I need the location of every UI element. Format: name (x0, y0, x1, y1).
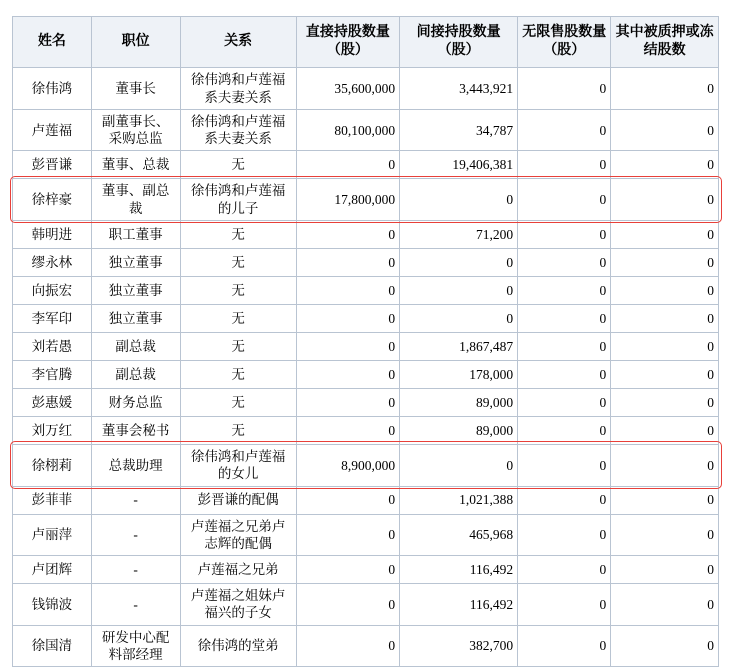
table-row (13, 388, 719, 416)
column-header-pledged-shares: 其中被质押或冻结股数 (611, 17, 719, 68)
cell-relation: 无 (180, 416, 296, 444)
cell-relation: 无 (180, 332, 296, 360)
table-row (13, 584, 719, 626)
cell-name: 刘若愚 (13, 332, 92, 360)
column-header-relation: 关系 (180, 17, 296, 68)
cell-name: 缪永林 (13, 248, 92, 276)
cell-indirect-shares: 71,200 (400, 220, 518, 248)
cell-indirect-shares: 89,000 (400, 388, 518, 416)
cell-indirect-shares: 116,492 (400, 584, 518, 626)
table-row (13, 276, 719, 304)
cell-relation: 徐伟鸿和卢莲福的女儿 (180, 444, 296, 486)
cell-direct-shares: 0 (296, 416, 400, 444)
cell-name: 彭菲菲 (13, 486, 92, 514)
cell-position: 董事会秘书 (91, 416, 180, 444)
cell-pledged-shares: 0 (611, 220, 719, 248)
cell-unrestricted-shares: 0 (518, 625, 611, 667)
cell-unrestricted-shares: 0 (518, 68, 611, 110)
cell-unrestricted-shares: 0 (518, 151, 611, 179)
table-header-row (13, 17, 719, 68)
cell-direct-shares: 0 (296, 248, 400, 276)
cell-name: 徐梓豪 (13, 179, 92, 221)
table-row (13, 625, 719, 667)
cell-name: 徐伟鸿 (13, 68, 92, 110)
cell-position: - (91, 514, 180, 556)
table-row (13, 444, 719, 486)
cell-position: - (91, 584, 180, 626)
cell-pledged-shares: 0 (611, 514, 719, 556)
cell-indirect-shares: 0 (400, 179, 518, 221)
cell-pledged-shares: 0 (611, 332, 719, 360)
cell-pledged-shares: 0 (611, 276, 719, 304)
cell-pledged-shares: 0 (611, 625, 719, 667)
cell-name: 彭惠媛 (13, 388, 92, 416)
table-row (13, 514, 719, 556)
cell-position: 独立董事 (91, 304, 180, 332)
cell-pledged-shares: 0 (611, 444, 719, 486)
column-header-direct-shares: 直接持股数量（股） (296, 17, 400, 68)
cell-relation: 卢莲福之兄弟 (180, 556, 296, 584)
cell-unrestricted-shares: 0 (518, 360, 611, 388)
table-row (13, 332, 719, 360)
cell-position: 总裁助理 (91, 444, 180, 486)
cell-direct-shares: 0 (296, 276, 400, 304)
cell-name: 李官腾 (13, 360, 92, 388)
cell-pledged-shares: 0 (611, 416, 719, 444)
cell-direct-shares: 0 (296, 486, 400, 514)
cell-direct-shares: 0 (296, 151, 400, 179)
cell-unrestricted-shares: 0 (518, 556, 611, 584)
cell-unrestricted-shares: 0 (518, 109, 611, 151)
cell-position: 财务总监 (91, 388, 180, 416)
cell-unrestricted-shares: 0 (518, 388, 611, 416)
cell-pledged-shares: 0 (611, 360, 719, 388)
cell-direct-shares: 0 (296, 360, 400, 388)
cell-relation: 徐伟鸿和卢莲福的儿子 (180, 179, 296, 221)
cell-position: 职工董事 (91, 220, 180, 248)
shareholder-table (12, 16, 719, 667)
cell-relation: 徐伟鸿的堂弟 (180, 625, 296, 667)
cell-indirect-shares: 465,968 (400, 514, 518, 556)
table-row (13, 486, 719, 514)
table-row (13, 248, 719, 276)
cell-indirect-shares: 1,867,487 (400, 332, 518, 360)
cell-pledged-shares: 0 (611, 109, 719, 151)
cell-name: 李军印 (13, 304, 92, 332)
cell-pledged-shares: 0 (611, 486, 719, 514)
cell-name: 韩明进 (13, 220, 92, 248)
cell-relation: 徐伟鸿和卢莲福系夫妻关系 (180, 109, 296, 151)
table-row (13, 556, 719, 584)
cell-direct-shares: 0 (296, 332, 400, 360)
cell-indirect-shares: 0 (400, 444, 518, 486)
cell-direct-shares: 17,800,000 (296, 179, 400, 221)
cell-relation: 无 (180, 248, 296, 276)
cell-direct-shares: 35,600,000 (296, 68, 400, 110)
table-row (13, 68, 719, 110)
cell-position: 董事、副总裁 (91, 179, 180, 221)
cell-relation: 徐伟鸿和卢莲福系夫妻关系 (180, 68, 296, 110)
table-row (13, 416, 719, 444)
cell-unrestricted-shares: 0 (518, 179, 611, 221)
cell-position: 董事长 (91, 68, 180, 110)
table-row (13, 151, 719, 179)
cell-name: 彭晋谦 (13, 151, 92, 179)
cell-pledged-shares: 0 (611, 68, 719, 110)
cell-unrestricted-shares: 0 (518, 332, 611, 360)
cell-indirect-shares: 0 (400, 248, 518, 276)
cell-position: - (91, 486, 180, 514)
cell-position: 副董事长、采购总监 (91, 109, 180, 151)
column-header-unrestricted-shares: 无限售股数量（股） (518, 17, 611, 68)
cell-unrestricted-shares: 0 (518, 416, 611, 444)
cell-relation: 卢莲福之兄弟卢志辉的配偶 (180, 514, 296, 556)
cell-name: 徐栩莉 (13, 444, 92, 486)
table-row (13, 304, 719, 332)
cell-unrestricted-shares: 0 (518, 514, 611, 556)
cell-pledged-shares: 0 (611, 248, 719, 276)
table-header (13, 17, 719, 68)
cell-relation: 彭晋谦的配偶 (180, 486, 296, 514)
cell-indirect-shares: 0 (400, 276, 518, 304)
cell-relation: 无 (180, 388, 296, 416)
cell-indirect-shares: 0 (400, 304, 518, 332)
cell-name: 卢丽萍 (13, 514, 92, 556)
cell-relation: 无 (180, 360, 296, 388)
table-row (13, 109, 719, 151)
cell-unrestricted-shares: 0 (518, 486, 611, 514)
cell-name: 卢团辉 (13, 556, 92, 584)
cell-name: 钱锦波 (13, 584, 92, 626)
cell-unrestricted-shares: 0 (518, 584, 611, 626)
cell-relation: 无 (180, 276, 296, 304)
cell-indirect-shares: 178,000 (400, 360, 518, 388)
cell-position: 独立董事 (91, 248, 180, 276)
cell-direct-shares: 0 (296, 625, 400, 667)
cell-direct-shares: 0 (296, 584, 400, 626)
cell-pledged-shares: 0 (611, 584, 719, 626)
cell-position: 研发中心配料部经理 (91, 625, 180, 667)
cell-direct-shares: 0 (296, 220, 400, 248)
cell-direct-shares: 0 (296, 304, 400, 332)
table-row (13, 179, 719, 221)
table-body (13, 68, 719, 667)
column-header-name: 姓名 (13, 17, 92, 68)
cell-indirect-shares: 382,700 (400, 625, 518, 667)
cell-direct-shares: 0 (296, 388, 400, 416)
cell-direct-shares: 0 (296, 556, 400, 584)
cell-indirect-shares: 3,443,921 (400, 68, 518, 110)
cell-name: 向振宏 (13, 276, 92, 304)
cell-indirect-shares: 19,406,381 (400, 151, 518, 179)
cell-indirect-shares: 116,492 (400, 556, 518, 584)
table-row (13, 220, 719, 248)
cell-relation: 卢莲福之姐妹卢福兴的子女 (180, 584, 296, 626)
cell-unrestricted-shares: 0 (518, 220, 611, 248)
cell-direct-shares: 80,100,000 (296, 109, 400, 151)
cell-position: 独立董事 (91, 276, 180, 304)
cell-indirect-shares: 1,021,388 (400, 486, 518, 514)
column-header-title: 职位 (91, 17, 180, 68)
cell-indirect-shares: 89,000 (400, 416, 518, 444)
cell-pledged-shares: 0 (611, 179, 719, 221)
cell-relation: 无 (180, 151, 296, 179)
cell-direct-shares: 8,900,000 (296, 444, 400, 486)
cell-position: - (91, 556, 180, 584)
cell-name: 刘万红 (13, 416, 92, 444)
cell-unrestricted-shares: 0 (518, 276, 611, 304)
cell-name: 徐国清 (13, 625, 92, 667)
cell-direct-shares: 0 (296, 514, 400, 556)
cell-unrestricted-shares: 0 (518, 444, 611, 486)
cell-relation: 无 (180, 304, 296, 332)
cell-position: 副总裁 (91, 332, 180, 360)
cell-pledged-shares: 0 (611, 556, 719, 584)
cell-indirect-shares: 34,787 (400, 109, 518, 151)
cell-position: 董事、总裁 (91, 151, 180, 179)
cell-relation: 无 (180, 220, 296, 248)
table-row (13, 360, 719, 388)
cell-position: 副总裁 (91, 360, 180, 388)
cell-pledged-shares: 0 (611, 151, 719, 179)
cell-pledged-shares: 0 (611, 388, 719, 416)
column-header-indirect-shares: 间接持股数量（股） (400, 17, 518, 68)
cell-pledged-shares: 0 (611, 304, 719, 332)
cell-unrestricted-shares: 0 (518, 248, 611, 276)
cell-unrestricted-shares: 0 (518, 304, 611, 332)
cell-name: 卢莲福 (13, 109, 92, 151)
